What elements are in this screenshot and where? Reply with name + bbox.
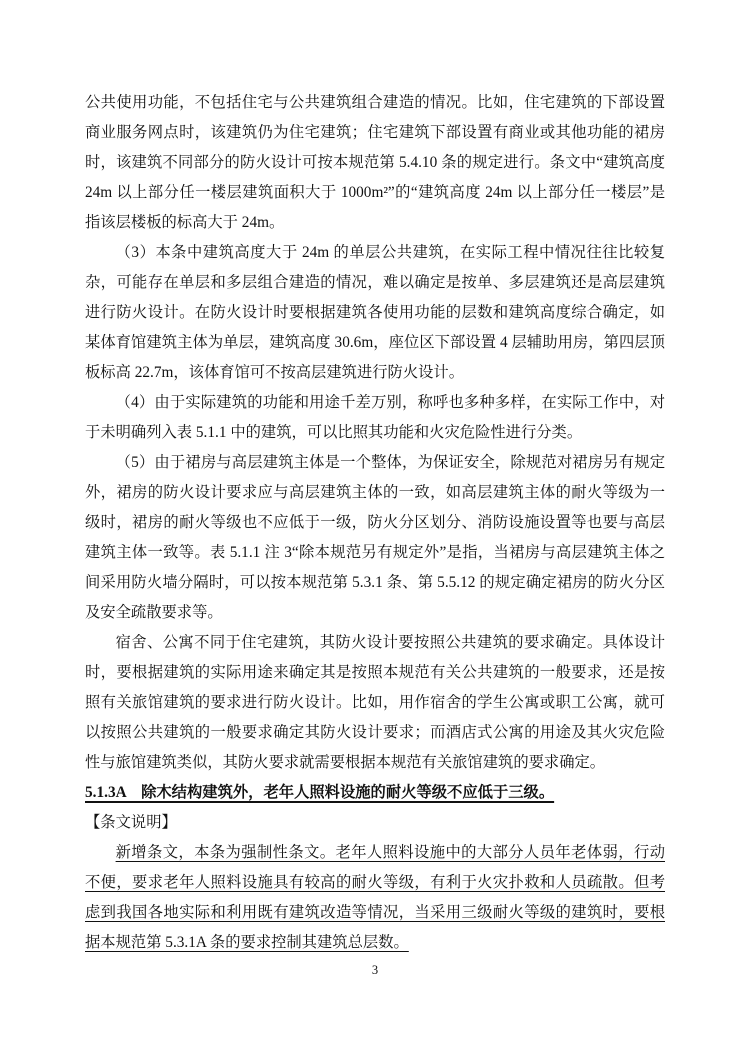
clause-note-label: 【条文说明】	[85, 814, 177, 831]
paragraph-dormitory-apartment: 宿舍、公寓不同于住宅建筑，其防火设计要按照公共建筑的要求确定。具体设计时，要根据建筑的实际用途来确定其是按照本规范有关公共建筑的一般要求，还是按照有关旅馆建筑的要求进行防火设计。比如，用作宿舍的学生公寓或职工公寓，就可以按照公共建筑的一般要求确定其防火设计要求；而酒店式公寓的用途及其火灾危险性与旅馆建筑类似，其防火要求就需要根据本规范有关旅馆建筑的要求确定。	[85, 634, 665, 771]
section-heading-5-1-3A: 5.1.3A 除木结构建筑外，老年人照料设施的耐火等级不应低于三级。	[85, 784, 555, 801]
page-content	[85, 88, 665, 958]
paragraph-item-4: （4）由于实际建筑的功能和用途千差万别，称呼也多种多样，在实际工作中，对于未明确列入表 5.1.1 中的建筑，可以比照其功能和火灾危险性进行分类。	[85, 394, 665, 441]
clause-note-text: 新增条文，本条为强制性条文。老年人照料设施中的大部分人员年老体弱，行动不便，要求老年人照料设施具有较高的耐火等级，有利于火灾扑救和人员疏散。但考虑到我国各地实际和利用既有建筑改造等情况，当采用三级耐火等级的建筑时，要根据本规范第 5.3.1A 条的要求控制其建筑总层数。	[85, 844, 665, 951]
paragraph-item-3: （3）本条中建筑高度大于 24m 的单层公共建筑，在实际工程中情况往往比较复杂，可能存在单层和多层组合建造的情况，难以确定是按单、多层建筑还是高层建筑进行防火设计。在防火设计时要根据建筑各使用功能的层数和建筑高度综合确定，如某体育馆建筑主体为单层，建筑高度 30.6m，座位区下部设置 4 层辅助用房，第四层顶板标高 22.7m，该体育馆可不按高层建筑进行防火设计。	[85, 244, 665, 381]
paragraph-item-5: （5）由于裙房与高层建筑主体是一个整体，为保证安全，除规范对裙房另有规定外，裙房的防火设计要求应与高层建筑主体的一致，如高层建筑主体的耐火等级为一级时，裙房的耐火等级也不应低于一级，防火分区划分、消防设施设置等也要与高层建筑主体一致等。表 5.1.1 注 3“除本规范另有规定外”是指，当裙房与高层建筑主体之间采用防火墙分隔时，可以按本规范第 5.3.1 条、第 5.5.12 的规定确定裙房的防火分区及安全疏散要求等。	[85, 454, 665, 621]
paragraph-continuation: 公共使用功能，不包括住宅与公共建筑组合建造的情况。比如，住宅建筑的下部设置商业服务网点时，该建筑仍为住宅建筑；住宅建筑下部设置有商业或其他功能的裙房时，该建筑不同部分的防火设计可按本规范第 5.4.10 条的规定进行。条文中“建筑高度 24m 以上部分任一楼层建筑面积大于 1000m²”的“建筑高度 24m 以上部分任一楼层”是指该层楼板的标高大于 24m。	[85, 94, 665, 231]
page-number: 3	[371, 963, 379, 977]
